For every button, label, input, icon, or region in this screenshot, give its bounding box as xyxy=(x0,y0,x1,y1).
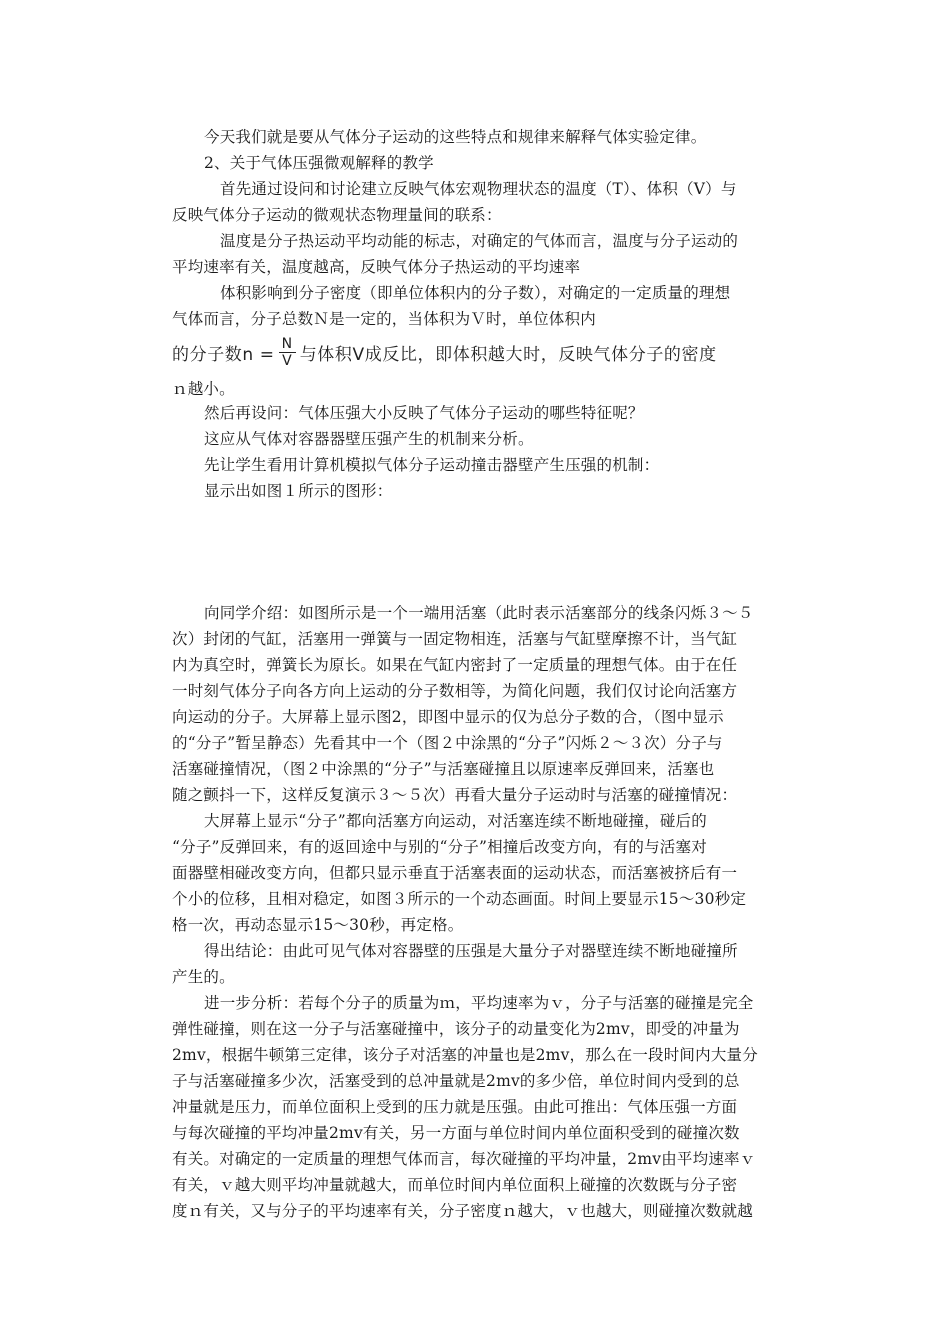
text-line: 的“分子”暂呈静态）先看其中一个（图２中涂黑的“分子”闪烁２～３次）分子与 xyxy=(172,734,723,752)
formula-denominator: V xyxy=(282,352,293,369)
section-heading: 2、关于气体压强微观解释的教学 xyxy=(204,154,434,172)
text-line: 进一步分析：若每个分子的质量为ｍ，平均速率为ｖ，分子与活塞的碰撞是完全 xyxy=(204,994,754,1012)
text-line: 内为真空时，弹簧长为原长。如果在气缸内密封了一定质量的理想气体。由于在任 xyxy=(172,656,738,674)
text-line: 个小的位移，且相对稳定，如图３所示的一个动态画面。时间上要显示15～30秒定 xyxy=(172,890,747,908)
text-line: 产生的。 xyxy=(172,968,235,986)
text-line: 体积影响到分子密度（即单位体积内的分子数），对确定的一定质量的理想 xyxy=(220,284,731,302)
text-line: 气体而言，分子总数Ｎ是一定的，当体积为Ｖ时，单位体积内 xyxy=(172,310,596,328)
text-line: 向同学介绍：如图所示是一个一端用活塞（此时表示活塞部分的线条闪烁３～５ xyxy=(204,604,754,622)
text-line: 随之颤抖一下，这样反复演示３～５次）再看大量分子运动时与活塞的碰撞情况： xyxy=(172,786,738,804)
text-line: 弹性碰撞，则在这一分子与活塞碰撞中，该分子的动量变化为2mv，即受的冲量为 xyxy=(172,1020,740,1038)
text-line: 2mv，根据牛顿第三定律，该分子对活塞的冲量也是2mv，那么在一段时间内大量分 xyxy=(172,1046,758,1064)
density-formula xyxy=(172,330,717,374)
formula-prefix: 的分子数n = xyxy=(172,344,275,365)
text-line: 这应从气体对容器器壁压强产生的机制来分析。 xyxy=(204,430,534,448)
text-line: 子与活塞碰撞多少次，活塞受到的总冲量就是2mv的多少倍，单位时间内受到的总 xyxy=(172,1072,740,1090)
text-line: 向运动的分子。大屏幕上显示图2，即图中显示的仅为总分子数的合，（图中显示 xyxy=(172,708,724,726)
text-line: 首先通过设问和讨论建立反映气体宏观物理状态的温度（T）、体积（V）与 xyxy=(220,180,737,198)
text-line: 度ｎ有关，又与分子的平均速率有关，分子密度ｎ越大，ｖ也越大，则碰撞次数就越 xyxy=(172,1202,753,1220)
text-line: 冲量就是压力，而单位面积上受到的压力就是压强。由此可推出：气体压强一方面 xyxy=(172,1098,738,1116)
text-line: 一时刻气体分子向各方向上运动的分子数相等，为简化问题，我们仅讨论向活塞方 xyxy=(172,682,738,700)
text-line: 次）封闭的气缸，活塞用一弹簧与一固定物相连，活塞与气缸壁摩擦不计，当气缸 xyxy=(172,630,738,648)
text-line: 今天我们就是要从气体分子运动的这些特点和规律来解释气体实验定律。 xyxy=(204,128,707,146)
text-line: 格一次，再动态显示15～30秒，再定格。 xyxy=(172,916,464,934)
text-line: “分子”反弹回来，有的返回途中与别的“分子”相撞后改变方向，有的与活塞对 xyxy=(172,838,707,856)
text-line: 显示出如图１所示的图形： xyxy=(204,482,393,500)
text-line: 与每次碰撞的平均冲量2mv有关，另一方面与单位时间内单位面积受到的碰撞次数 xyxy=(172,1124,740,1142)
text-line: 有关。对确定的一定质量的理想气体而言，每次碰撞的平均冲量，2mv由平均速率ｖ xyxy=(172,1150,756,1168)
text-line: 有关，ｖ越大则平均冲量就越大，而单位时间内单位面积上碰撞的次数既与分子密 xyxy=(172,1176,738,1194)
text-line: 反映气体分子运动的微观状态物理量间的联系： xyxy=(172,206,502,224)
text-line: 先让学生看用计算机模拟气体分子运动撞击器壁产生压强的机制： xyxy=(204,456,660,474)
text-line: 面器壁相碰改变方向，但都只显示垂直于活塞表面的运动状态，而活塞被挤后有一 xyxy=(172,864,738,882)
text-line: 大屏幕上显示“分子”都向活塞方向运动，对活塞连续不断地碰撞，碰后的 xyxy=(204,812,707,830)
formula-suffix: 与体积V成反比，即体积越大时，反映气体分子的密度 xyxy=(299,344,717,365)
formula-fraction xyxy=(279,336,296,369)
text-line: 然后再设问：气体压强大小反映了气体分子运动的哪些特征呢？ xyxy=(204,404,644,422)
text-line: ｎ越小。 xyxy=(172,380,235,398)
text-line: 平均速率有关，温度越高，反映气体分子热运动的平均速率 xyxy=(172,258,581,276)
text-line: 得出结论：由此可见气体对容器壁的压强是大量分子对器壁连续不断地碰撞所 xyxy=(204,942,738,960)
text-line: 活塞碰撞情况，（图２中涂黑的“分子”与活塞碰撞且以原速率反弹回来，活塞也 xyxy=(172,760,715,778)
formula-numerator: N xyxy=(279,336,296,353)
text-line: 温度是分子热运动平均动能的标志，对确定的气体而言，温度与分子运动的 xyxy=(220,232,739,250)
